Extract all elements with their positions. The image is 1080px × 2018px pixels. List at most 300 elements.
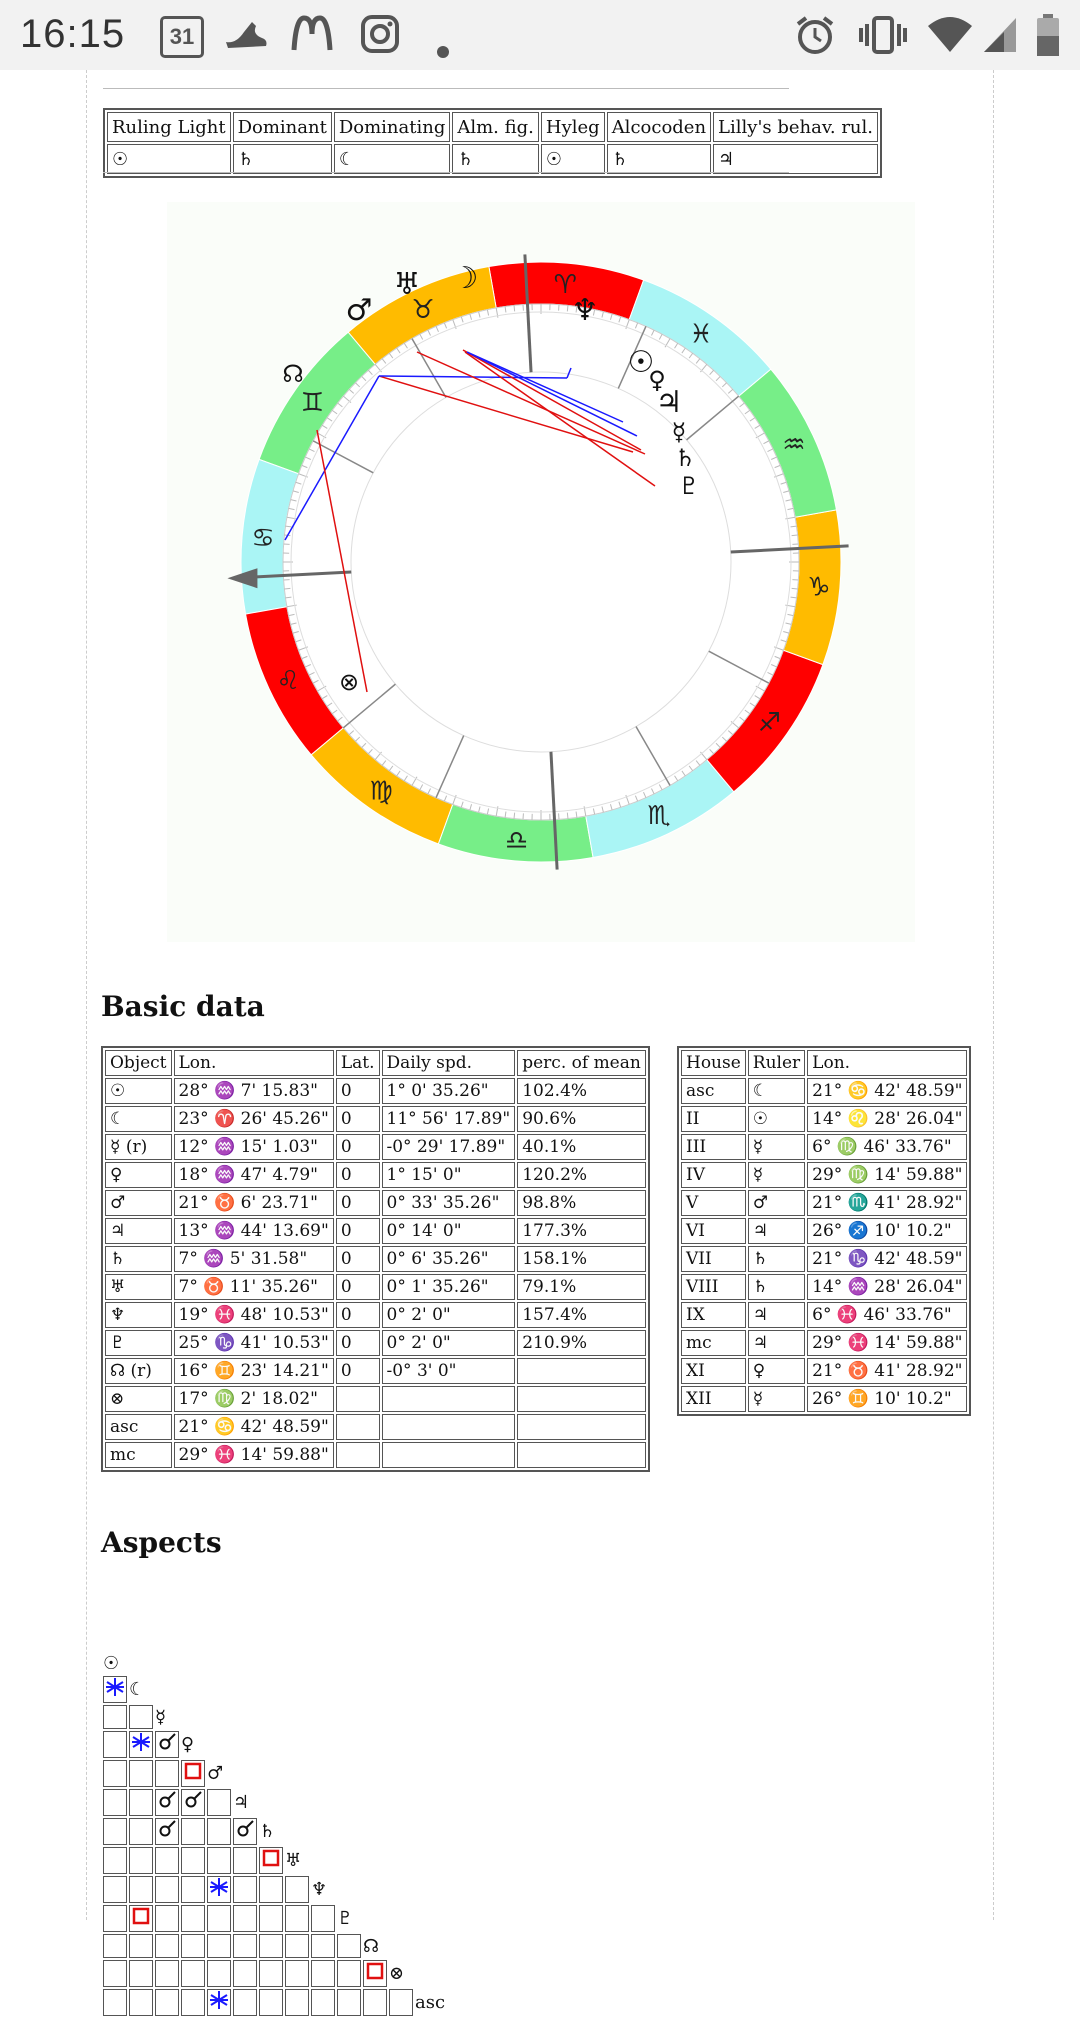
aspect-label: ⊗ — [389, 1960, 413, 1987]
houses-table — [677, 1046, 971, 1416]
sign-glyph: ♒ — [782, 430, 805, 460]
planet-node-glyph: ☊ — [282, 360, 303, 388]
aspect-cell — [285, 1934, 309, 1958]
basic-data-title: Basic data — [101, 990, 265, 1023]
table-cell: VI — [681, 1218, 746, 1244]
aspect-cell — [181, 1989, 205, 2016]
aspect-cell — [129, 1989, 153, 2016]
planet-saturn-glyph: ♄ — [674, 444, 696, 472]
aspect-cell — [311, 1989, 335, 2016]
ruling-header: Alm. fig. — [452, 112, 539, 142]
table-row — [681, 1218, 967, 1244]
page-content — [86, 70, 994, 1920]
ruling-header: Alcocoden — [607, 112, 711, 142]
table-cell: 98.8% — [517, 1190, 646, 1216]
aspect-cell — [285, 1989, 309, 2016]
table-cell: 0 — [336, 1302, 380, 1328]
aspect-cell — [311, 1934, 335, 1958]
table-cell: ♄ — [748, 1274, 805, 1300]
table-row — [105, 1246, 646, 1272]
aspect-cell — [103, 1760, 127, 1787]
table-cell: 25° ♑ 41' 10.53" — [174, 1330, 334, 1356]
instagram-icon — [360, 14, 400, 63]
table-cell: ☊ (r) — [105, 1358, 172, 1384]
aspect-cell — [311, 1960, 335, 1987]
aspect-cell — [155, 1847, 179, 1874]
dot-icon — [436, 28, 450, 68]
table-cell: 29° ♓ 14' 59.88" — [174, 1442, 334, 1468]
natal-chart — [167, 202, 915, 942]
table-cell: 0° 2' 0" — [382, 1302, 516, 1328]
ruling-value: ♃ — [713, 144, 878, 174]
aspect-cell — [129, 1760, 153, 1787]
table-cell: ☉ — [105, 1078, 172, 1104]
table-row — [105, 1134, 646, 1160]
table-cell: 0 — [336, 1134, 380, 1160]
aspect-label: ♂ — [207, 1760, 231, 1787]
table-header: Lon. — [807, 1050, 967, 1076]
planet-part-of-fortune-glyph: ⊗ — [339, 668, 359, 696]
aspect-cell — [181, 1876, 205, 1903]
planet-neptune-glyph: ♆ — [572, 293, 599, 328]
table-row — [105, 1218, 646, 1244]
table-cell: 177.3% — [517, 1218, 646, 1244]
aspect-cell — [103, 1789, 127, 1816]
aspect-cell — [285, 1876, 309, 1903]
aspect-cell — [155, 1934, 179, 1958]
table-cell: 0 — [336, 1162, 380, 1188]
table-cell: 21° ♉ 41' 28.92" — [807, 1358, 967, 1384]
aspect-cell — [285, 1905, 309, 1932]
table-row — [105, 1106, 646, 1132]
table-cell: ♄ — [105, 1246, 172, 1272]
table-cell: 0 — [336, 1078, 380, 1104]
aspect-cell — [337, 1960, 361, 1987]
aspect-square-cell — [259, 1847, 283, 1874]
table-cell: 13° ♒ 44' 13.69" — [174, 1218, 334, 1244]
ruling-value: ☾ — [334, 144, 451, 174]
table-cell — [336, 1442, 380, 1468]
aspect-label: ☊ — [363, 1934, 387, 1958]
table-cell: 0° 6' 35.26" — [382, 1246, 516, 1272]
table-cell: 0 — [336, 1274, 380, 1300]
table-cell: ☿ — [748, 1386, 805, 1412]
aspect-cell — [103, 1876, 127, 1903]
table-cell: 7° ♒ 5' 31.58" — [174, 1246, 334, 1272]
table-row — [105, 1302, 646, 1328]
aspect-label: ☿ — [155, 1705, 179, 1729]
aspect-square-cell — [181, 1760, 205, 1787]
degree-tick — [514, 813, 515, 819]
aspect-cell — [233, 1934, 257, 1958]
table-cell: ☿ — [748, 1162, 805, 1188]
aspect-cell — [207, 1960, 231, 1987]
aspect-cell — [129, 1818, 153, 1845]
table-row — [681, 1274, 967, 1300]
table-cell: 6° ♍ 46' 33.76" — [807, 1134, 967, 1160]
aspect-cell — [103, 1989, 127, 2016]
aspect-cell — [155, 1876, 179, 1903]
degree-ring — [283, 304, 799, 820]
status-time: 16:15 — [20, 12, 125, 57]
table-cell: 120.2% — [517, 1162, 646, 1188]
table-cell: 21° ♉ 6' 23.71" — [174, 1190, 334, 1216]
table-cell: II — [681, 1106, 746, 1132]
table-header: Lon. — [174, 1050, 334, 1076]
table-row — [681, 1190, 967, 1216]
aspects-grid — [101, 1650, 447, 2018]
table-header: Lat. — [336, 1050, 380, 1076]
table-row — [681, 1358, 967, 1384]
table-cell: 12° ♒ 15' 1.03" — [174, 1134, 334, 1160]
aspect-cell — [259, 1876, 283, 1903]
table-cell — [517, 1414, 646, 1440]
aspect-cell — [181, 1818, 205, 1845]
table-cell — [382, 1386, 516, 1412]
sign-glyph: ♉ — [411, 295, 434, 325]
planet-sun-glyph: ☉ — [628, 345, 655, 380]
aspect-label: ☾ — [129, 1676, 153, 1703]
table-header: House — [681, 1050, 746, 1076]
table-cell: ⊗ — [105, 1386, 172, 1412]
table-row — [681, 1330, 967, 1356]
table-cell: 1° 0' 35.26" — [382, 1078, 516, 1104]
degree-tick — [792, 588, 798, 589]
table-cell: 19° ♓ 48' 10.53" — [174, 1302, 334, 1328]
planet-moon-glyph: ☽ — [452, 261, 479, 296]
table-row — [105, 1162, 646, 1188]
table-row — [681, 1386, 967, 1412]
table-cell: 21° ♋ 42' 48.59" — [174, 1414, 334, 1440]
table-cell: ♄ — [748, 1246, 805, 1272]
aspect-cell — [181, 1960, 205, 1987]
table-cell: 0 — [336, 1218, 380, 1244]
table-cell — [517, 1386, 646, 1412]
table-cell: ♇ — [105, 1330, 172, 1356]
aspects-title: Aspects — [101, 1526, 222, 1559]
ruling-header: Dominating — [334, 112, 451, 142]
aspect-cell — [181, 1905, 205, 1932]
aspect-cell — [337, 1934, 361, 1958]
sign-glyph: ♊ — [301, 388, 324, 418]
aspect-cell — [103, 1818, 127, 1845]
table-cell — [336, 1386, 380, 1412]
aspect-cell — [207, 1847, 231, 1874]
aspect-cell — [259, 1934, 283, 1958]
ruling-header: Lilly's behav. rul. — [713, 112, 878, 142]
table-row — [105, 1386, 646, 1412]
divider — [103, 88, 789, 89]
degree-tick — [514, 305, 515, 311]
aspect-cell — [207, 1818, 231, 1845]
aspect-cell — [233, 1960, 257, 1987]
table-row — [681, 1078, 967, 1104]
ruling-value: ♄ — [233, 144, 332, 174]
table-header: Object — [105, 1050, 172, 1076]
table-cell: ♃ — [748, 1218, 805, 1244]
aspect-cell — [233, 1847, 257, 1874]
ruling-value: ☉ — [107, 144, 231, 174]
table-row — [681, 1246, 967, 1272]
aspect-cell — [155, 1989, 179, 2016]
table-cell: 79.1% — [517, 1274, 646, 1300]
aspect-cell — [207, 1934, 231, 1958]
aspect-cell — [259, 1989, 283, 2016]
planet-mercury-glyph: ☿ — [672, 418, 687, 446]
table-cell: 0° 33' 35.26" — [382, 1190, 516, 1216]
table-cell: 26° ♊ 10' 10.2" — [807, 1386, 967, 1412]
aspect-cell — [233, 1905, 257, 1932]
aspect-cell — [103, 1847, 127, 1874]
table-cell: ♃ — [748, 1302, 805, 1328]
degree-tick — [567, 813, 568, 819]
table-cell: VIII — [681, 1274, 746, 1300]
aspect-cell — [103, 1731, 127, 1758]
table-cell: IV — [681, 1162, 746, 1188]
table-cell — [382, 1442, 516, 1468]
table-cell: 21° ♑ 42' 48.59" — [807, 1246, 967, 1272]
mcdonalds-icon — [290, 14, 334, 63]
table-cell: ☾ — [105, 1106, 172, 1132]
calendar-icon: 31 — [160, 16, 204, 58]
table-row — [681, 1134, 967, 1160]
table-cell: 0 — [336, 1190, 380, 1216]
vibrate-icon — [858, 14, 908, 65]
sign-glyph: ♍ — [369, 777, 392, 807]
table-row — [681, 1302, 967, 1328]
aspect-cell — [129, 1789, 153, 1816]
table-cell: mc — [681, 1330, 746, 1356]
table-cell: ♅ — [105, 1274, 172, 1300]
aspect-cell — [103, 1934, 127, 1958]
aspect-cell — [155, 1760, 179, 1787]
alarm-icon — [794, 14, 836, 65]
sign-glyph: ♈ — [554, 270, 577, 300]
table-cell — [517, 1358, 646, 1384]
table-cell: 0 — [336, 1106, 380, 1132]
table-cell: 6° ♓ 46' 33.76" — [807, 1302, 967, 1328]
table-cell: 18° ♒ 47' 4.79" — [174, 1162, 334, 1188]
degree-tick — [792, 535, 798, 536]
table-cell: mc — [105, 1442, 172, 1468]
table-header: perc. of mean — [517, 1050, 646, 1076]
table-cell: 14° ♌ 28' 26.04" — [807, 1106, 967, 1132]
aspect-sextile-cell — [207, 1989, 231, 2016]
table-cell — [382, 1414, 516, 1440]
aspect-label: ♀ — [181, 1731, 205, 1758]
aspect-conjunction-cell — [155, 1789, 179, 1816]
aspect-square-cell — [129, 1905, 153, 1932]
table-cell: ☉ — [748, 1106, 805, 1132]
planet-pluto-glyph: ♇ — [678, 472, 700, 500]
planet-uranus-glyph: ♅ — [394, 267, 421, 302]
ruling-value: ♄ — [452, 144, 539, 174]
table-cell: 16° ♊ 23' 14.21" — [174, 1358, 334, 1384]
aspect-cell — [207, 1905, 231, 1932]
aspect-cell — [155, 1905, 179, 1932]
table-cell: asc — [105, 1414, 172, 1440]
table-header: Ruler — [748, 1050, 805, 1076]
table-row — [105, 1414, 646, 1440]
sign-glyph: ♓ — [689, 319, 712, 349]
planet-venus-glyph: ♀ — [648, 366, 666, 394]
sign-glyph: ♋ — [251, 524, 274, 554]
aspect-cell — [259, 1960, 283, 1987]
divider — [103, 172, 789, 173]
table-cell: 21° ♏ 41' 28.92" — [807, 1190, 967, 1216]
table-cell: III — [681, 1134, 746, 1160]
table-cell: ☾ — [748, 1078, 805, 1104]
table-cell — [517, 1442, 646, 1468]
aspect-cell — [337, 1989, 361, 2016]
table-cell: ♂ — [748, 1190, 805, 1216]
ruling-header: Dominant — [233, 112, 332, 142]
table-cell: ♆ — [105, 1302, 172, 1328]
table-cell: 40.1% — [517, 1134, 646, 1160]
table-cell: 1° 15' 0" — [382, 1162, 516, 1188]
table-cell: 0 — [336, 1246, 380, 1272]
table-row — [105, 1330, 646, 1356]
table-cell: 26° ♐ 10' 10.2" — [807, 1218, 967, 1244]
table-row — [681, 1106, 967, 1132]
table-cell: ♃ — [105, 1218, 172, 1244]
aspect-cell — [129, 1876, 153, 1903]
table-cell: 0° 14' 0" — [382, 1218, 516, 1244]
chart-wheel — [167, 202, 915, 942]
degree-tick — [567, 305, 568, 311]
table-header: Daily spd. — [382, 1050, 516, 1076]
ruling-header: Hyleg — [541, 112, 605, 142]
battery-icon — [1036, 14, 1060, 67]
sign-glyph: ♑ — [807, 572, 830, 602]
table-cell: 29° ♓ 14' 59.88" — [807, 1330, 967, 1356]
aspect-cell — [129, 1934, 153, 1958]
ruling-value: ♄ — [607, 144, 711, 174]
wifi-icon — [926, 14, 974, 65]
aspect-cell — [259, 1905, 283, 1932]
table-cell: 210.9% — [517, 1330, 646, 1356]
aspect-conjunction-cell — [233, 1818, 257, 1845]
aspect-cell — [181, 1934, 205, 1958]
aspect-label: ♃ — [233, 1789, 257, 1816]
table-cell: 7° ♉ 11' 35.26" — [174, 1274, 334, 1300]
aspect-cell — [129, 1847, 153, 1874]
table-cell: 157.4% — [517, 1302, 646, 1328]
run-shoe-icon — [222, 14, 270, 63]
table-row — [681, 1162, 967, 1188]
aspect-cell — [233, 1876, 257, 1903]
table-cell: 21° ♋ 42' 48.59" — [807, 1078, 967, 1104]
table-row — [105, 1078, 646, 1104]
table-cell: 0 — [336, 1358, 380, 1384]
degree-tick — [284, 588, 290, 589]
aspect-cell — [233, 1989, 257, 2016]
table-cell: IX — [681, 1302, 746, 1328]
aspect-conjunction-cell — [181, 1789, 205, 1816]
table-cell: 0° 2' 0" — [382, 1330, 516, 1356]
table-cell: XI — [681, 1358, 746, 1384]
table-cell: 14° ♒ 28' 26.04" — [807, 1274, 967, 1300]
aspect-cell — [155, 1960, 179, 1987]
table-cell: 11° 56' 17.89" — [382, 1106, 516, 1132]
aspect-cell — [129, 1960, 153, 1987]
aspect-cell — [389, 1989, 413, 2016]
table-cell: 90.6% — [517, 1106, 646, 1132]
table-cell: -0° 29' 17.89" — [382, 1134, 516, 1160]
aspect-cell — [207, 1789, 231, 1816]
status-bar — [0, 0, 1080, 70]
aspect-cell — [103, 1905, 127, 1932]
planet-mars-glyph: ♂ — [346, 293, 373, 328]
sign-glyph: ♐ — [758, 708, 781, 738]
table-cell: asc — [681, 1078, 746, 1104]
aspect-sextile-cell — [129, 1731, 153, 1758]
aspect-cell — [181, 1847, 205, 1874]
table-cell: 29° ♍ 14' 59.88" — [807, 1162, 967, 1188]
table-cell: ♃ — [748, 1330, 805, 1356]
table-cell: 102.4% — [517, 1078, 646, 1104]
aspect-label: asc — [415, 1989, 445, 2016]
table-cell: V — [681, 1190, 746, 1216]
aspect-cell — [103, 1705, 127, 1729]
planet-jupiter-glyph: ♃ — [656, 385, 683, 420]
table-cell: 0° 1' 35.26" — [382, 1274, 516, 1300]
aspect-conjunction-cell — [155, 1818, 179, 1845]
ruling-value: ☉ — [541, 144, 605, 174]
table-cell: 28° ♒ 7' 15.83" — [174, 1078, 334, 1104]
table-cell: 158.1% — [517, 1246, 646, 1272]
table-cell: ♀ — [105, 1162, 172, 1188]
ruling-header: Ruling Light — [107, 112, 231, 142]
table-cell: ☿ — [748, 1134, 805, 1160]
aspect-sextile-cell — [103, 1676, 127, 1703]
aspect-label: ♇ — [337, 1905, 361, 1932]
table-row — [105, 1442, 646, 1468]
aspect-cell — [129, 1705, 153, 1729]
aspect-cell — [103, 1960, 127, 1987]
table-cell: XII — [681, 1386, 746, 1412]
table-cell: ☿ (r) — [105, 1134, 172, 1160]
sign-glyph: ♏ — [647, 801, 670, 831]
table-cell: VII — [681, 1246, 746, 1272]
aspect-label: ♅ — [285, 1847, 309, 1874]
table-cell: 0 — [336, 1330, 380, 1356]
ruling-table — [103, 108, 882, 178]
basic-data-table — [101, 1046, 650, 1472]
table-cell: -0° 3' 0" — [382, 1358, 516, 1384]
sign-glyph: ♌ — [276, 666, 299, 696]
aspect-label: ☉ — [103, 1652, 127, 1674]
aspect-conjunction-cell — [155, 1731, 179, 1758]
signal-icon — [982, 14, 1018, 65]
table-cell — [336, 1414, 380, 1440]
aspect-cell — [285, 1960, 309, 1987]
aspect-square-cell — [363, 1960, 387, 1987]
table-row — [105, 1358, 646, 1384]
aspect-label: ♆ — [311, 1876, 335, 1903]
table-cell: ♂ — [105, 1190, 172, 1216]
table-cell: ♀ — [748, 1358, 805, 1384]
table-cell: 23° ♈ 26' 45.26" — [174, 1106, 334, 1132]
aspect-cell — [363, 1989, 387, 2016]
sign-glyph: ♎ — [505, 826, 528, 856]
table-cell: 17° ♍ 2' 18.02" — [174, 1386, 334, 1412]
aspect-sextile-cell — [207, 1876, 231, 1903]
aspect-cell — [311, 1905, 335, 1932]
table-row — [105, 1190, 646, 1216]
table-row — [105, 1274, 646, 1300]
aspect-label: ♄ — [259, 1818, 283, 1845]
